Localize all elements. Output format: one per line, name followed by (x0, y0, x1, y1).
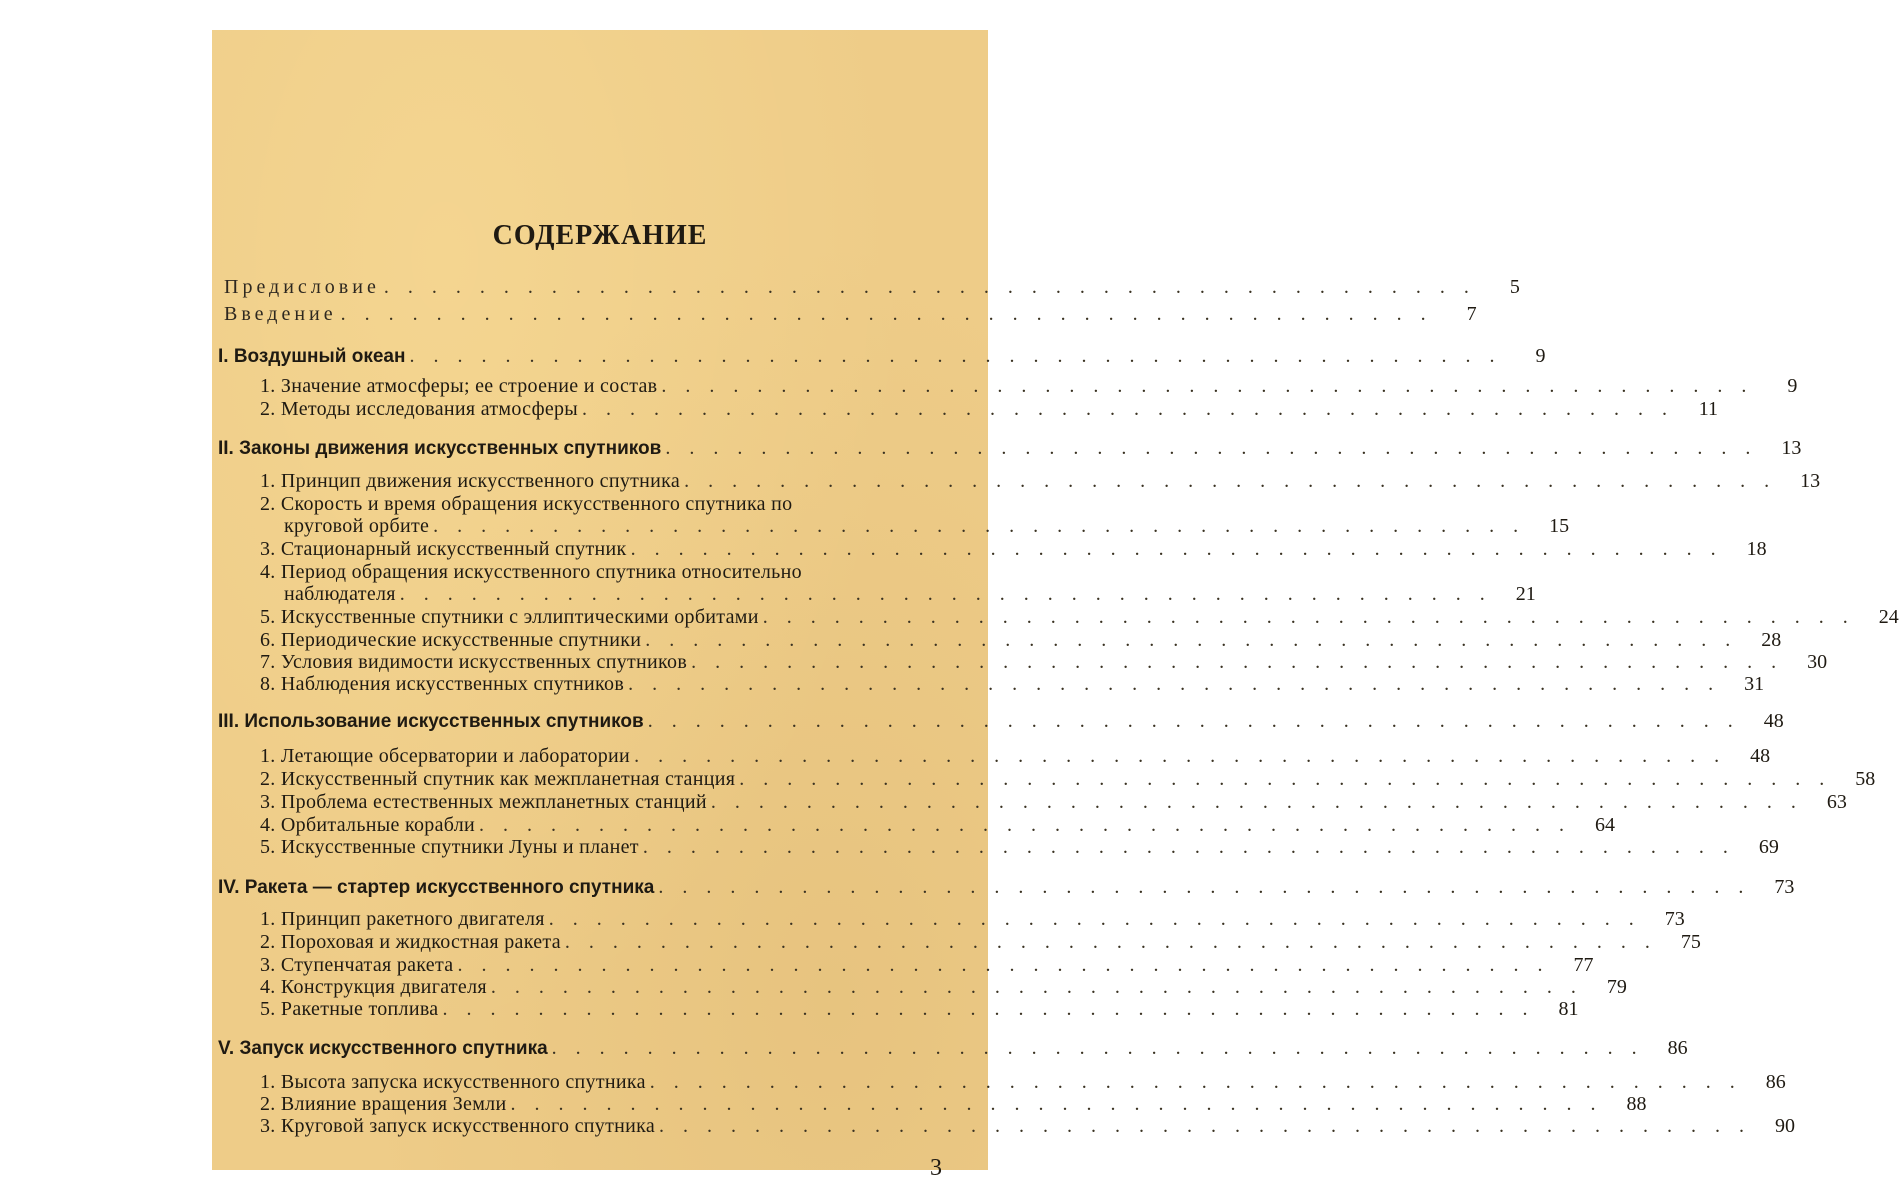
section-title: 5. Искусственные спутники Луны и планет (260, 836, 639, 858)
section-title-continuation: наблюдателя (284, 583, 396, 605)
toc-page-number: 79 (1606, 976, 1627, 998)
toc-page-number: 77 (1573, 954, 1594, 976)
toc-page-number: 75 (1680, 931, 1701, 953)
leader-dots: . . . . . . . . . . . . . . . . . . . . . . . . . . . . . . . . . . . . . . . . . . . . . . (762, 606, 1855, 628)
toc-page-number: 31 (1744, 673, 1765, 695)
section-title: 2. Методы исследования атмосферы (260, 398, 579, 420)
leader-dots: . . . . . . . . . . . . . . . . . . . . . . . . . . . . . . . . . . . . . . . . . . . . . . (510, 1093, 1603, 1115)
leader-dots: . . . . . . . . . . . . . . . . . . . . . . . . . . . . . . . . . . . . . . . . . . . . . . (490, 976, 1583, 998)
leader-dots: . . . . . . . . . . . . . . . . . . . . . . . . . . . . . . . . . . . . . . . . . . . . . . (442, 998, 1535, 1020)
section-title: 1. Принцип движения искусственного спутника (260, 470, 681, 492)
section-title: 1. Летающие обсерватории и лаборатории (260, 745, 631, 767)
section-title: 4. Период обращения искусственного спутника относительно (260, 561, 802, 583)
section-title: 3. Ступенчатая ракета (260, 954, 454, 976)
page-number: 3 (930, 1155, 942, 1181)
leader-dots: . . . . . . . . . . . . . . . . . . . . . . . . . . . . . . . . . . . . . . . . . . . . . . (409, 345, 1502, 367)
leader-dots: . . . . . . . . . . . . . . . . . . . . . . . . . . . . . . . . . . . . . . . . . . . . . . (658, 876, 1751, 898)
leader-dots: . . . . . . . . . . . . . . . . . . . . . . . . . . . . . . . . . . . . . . . . . . . . . . (661, 375, 1754, 397)
toc-page-number: 30 (1807, 651, 1828, 673)
toc-page-number: 18 (1746, 538, 1767, 560)
leader-dots: . . . . . . . . . . . . . . . . . . . . . . . . . . . . . . . . . . . . . . . . . . . . . . (739, 768, 1832, 790)
leader-dots: . . . . . . . . . . . . . . . . . . . . . . . . . . . . . . . . . . . . . . . . . . . . . . (684, 470, 1777, 492)
section-title: 2. Искусственный спутник как межпланетная станция (260, 768, 736, 790)
toc-page-number: 21 (1515, 583, 1536, 605)
chapter-title: IV. Ракета — стартер искусственного спутника (218, 877, 655, 898)
chapter-title: I. Воздушный океан (218, 346, 406, 367)
leader-dots: . . . . . . . . . . . . . . . . . . . . . . . . . . . . . . . . . . . . . . . . . . . . . . (645, 629, 1738, 651)
toc-page-number: 58 (1855, 768, 1876, 790)
toc-page-number: 9 (1787, 375, 1798, 397)
section-title: 3. Круговой запуск искусственного спутника (260, 1115, 656, 1137)
toc-page-number: 90 (1775, 1115, 1796, 1137)
toc-entry-label: Предисловие (224, 276, 380, 298)
chapter-title: III. Использование искусственных спутников (218, 711, 644, 732)
leader-dots: . . . . . . . . . . . . . . . . . . . . . . . . . . . . . . . . . . . . . . . . . . . . . . (582, 398, 1675, 420)
leader-dots: . . . . . . . . . . . . . . . . . . . . . . . . . . . . . . . . . . . . . . . . . . . . . . (642, 836, 1735, 858)
toc-page-number: 63 (1826, 791, 1847, 813)
section-title: 8. Наблюдения искусственных спутников (260, 673, 625, 695)
leader-dots: . . . . . . . . . . . . . . . . . . . . . . . . . . . . . . . . . . . . . . . . . . . . . . (399, 583, 1492, 605)
leader-dots: . . . . . . . . . . . . . . . . . . . . . . . . . . . . . . . . . . . . . . . . . . . . . . (457, 954, 1550, 976)
book-page (212, 30, 1899, 1181)
toc-page-number: 13 (1800, 470, 1821, 492)
section-title: 5. Искусственные спутники с эллиптическими орбитами (260, 606, 759, 628)
section-title: 3. Проблема естественных межпланетных станций (260, 791, 707, 813)
section-title: 5. Ракетные топлива (260, 998, 439, 1020)
toc-page-number: 24 (1878, 606, 1899, 628)
leader-dots: . . . . . . . . . . . . . . . . . . . . . . . . . . . . . . . . . . . . . . . . . . . . . . (551, 1037, 1644, 1059)
leader-dots: . . . . . . . . . . . . . . . . . . . . . . . . . . . . . . . . . . . . . . . . . . . . . . (548, 908, 1641, 930)
leader-dots: . . . . . . . . . . . . . . . . . . . . . . . . . . . . . . . . . . . . . . . . . . . . . . (665, 437, 1758, 459)
leader-dots: . . . . . . . . . . . . . . . . . . . . . . . . . . . . . . . . . . . . . . . . . . . . . . (634, 745, 1727, 767)
leader-dots: . . . . . . . . . . . . . . . . . . . . . . . . . . . . . . . . . . . . . . . . . . . . . . (659, 1115, 1752, 1137)
leader-dots: . . . . . . . . . . . . . . . . . . . . . . . . . . . . . . . . . . . . . . . . . . . . . . (649, 1071, 1742, 1093)
section-title: 2. Скорость и время обращения искусственного спутника по (260, 493, 793, 515)
toc-page-number: 64 (1595, 814, 1616, 836)
section-title: 2. Влияние вращения Земли (260, 1093, 507, 1115)
section-title: 1. Значение атмосферы; ее строение и состав (260, 375, 658, 397)
toc-page-number: 48 (1763, 710, 1784, 732)
section-title: 7. Условия видимости искусственных спутников (260, 651, 688, 673)
toc-entry-label: Введение (224, 303, 337, 325)
page-heading: СОДЕРЖАНИЕ (492, 220, 708, 251)
section-title: 3. Стационарный искусственный спутник (260, 538, 627, 560)
leader-dots: . . . . . . . . . . . . . . . . . . . . . . . . . . . . . . . . . . . . . . . . . . . . . . (479, 814, 1572, 836)
toc-page-number: 11 (1698, 398, 1719, 420)
toc-page-number: 88 (1626, 1093, 1647, 1115)
toc-page-number: 73 (1664, 908, 1685, 930)
leader-dots: . . . . . . . . . . . . . . . . . . . . . . . . . . . . . . . . . . . . . . . . . . . . . . (564, 931, 1657, 953)
toc-page-number: 86 (1667, 1037, 1688, 1059)
section-title: 6. Периодические искусственные спутники (260, 629, 642, 651)
leader-dots: . . . . . . . . . . . . . . . . . . . . . . . . . . . . . . . . . . . . . . . . . . . . . . (628, 673, 1721, 695)
toc-page-number: 15 (1549, 515, 1570, 537)
toc-page-number: 28 (1761, 629, 1782, 651)
toc-page-number: 69 (1758, 836, 1779, 858)
toc-page-number: 73 (1774, 876, 1795, 898)
toc-page-number: 9 (1535, 345, 1546, 367)
leader-dots: . . . . . . . . . . . . . . . . . . . . . . . . . . . . . . . . . . . . . . . . . . . . . . (710, 791, 1803, 813)
section-title: 4. Орбитальные корабли (260, 814, 476, 836)
leader-dots: . . . . . . . . . . . . . . . . . . . . . . . . . . . . . . . . . . . . . . . . . . . . . . (630, 538, 1723, 560)
section-title: 1. Принцип ракетного двигателя (260, 908, 545, 930)
toc-page-number: 86 (1765, 1071, 1786, 1093)
leader-dots: . . . . . . . . . . . . . . . . . . . . . . . . . . . . . . . . . . . . . . . . . . . . . . (647, 710, 1740, 732)
section-title: 4. Конструкция двигателя (260, 976, 487, 998)
chapter-title: V. Запуск искусственного спутника (218, 1038, 548, 1059)
toc-page-number: 81 (1558, 998, 1579, 1020)
toc-page-number: 48 (1750, 745, 1771, 767)
leader-dots: . . . . . . . . . . . . . . . . . . . . . . . . . . . . . . . . . . . . . . . . . . . . . . (691, 651, 1784, 673)
toc-page-number: 7 (1466, 303, 1477, 325)
leader-dots: . . . . . . . . . . . . . . . . . . . . . . . . . . . . . . . . . . . . . . . . . . . . . . (433, 515, 1526, 537)
section-title: 2. Пороховая и жидкостная ракета (260, 931, 561, 953)
section-title-continuation: круговой орбите (284, 515, 430, 537)
leader-dots: . . . . . . . . . . . . . . . . . . . . . . . . . . . . . . . . . . . . . . . . . . . . . . (340, 303, 1433, 325)
section-title: 1. Высота запуска искусственного спутника (260, 1071, 646, 1093)
leader-dots: . . . . . . . . . . . . . . . . . . . . . . . . . . . . . . . . . . . . . . . . . . . . . . (383, 276, 1476, 298)
toc-page-number: 13 (1781, 437, 1802, 459)
chapter-title: II. Законы движения искусственных спутников (218, 438, 662, 459)
toc-page-number: 5 (1509, 276, 1520, 298)
table-of-contents (212, 30, 1899, 1170)
